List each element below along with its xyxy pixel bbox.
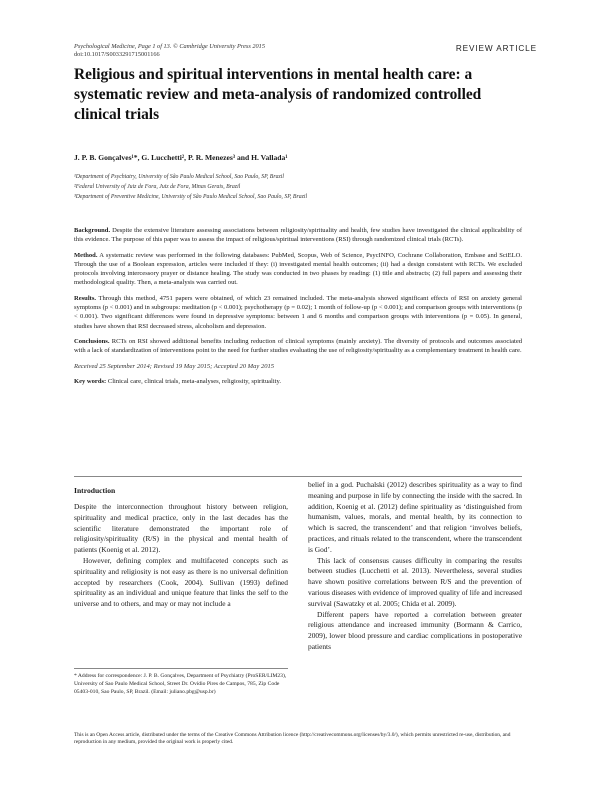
abstract (74, 226, 522, 392)
introduction-heading: Introduction (74, 486, 116, 495)
paragraph: Despite the interconnection throughout history between religion, spirituality and medical practice, only in the last decades has the scientific literature demonstrated the important role of religiosity/spirituality (R/S) in the physical and mental health of patients (Koenig et al. 2012). (74, 502, 288, 555)
abstract-background: Background. Despite the extensive literature assessing associations between religiosity/spirituality and health, few studies have investigated the clinical applicability of this evidence. The purpose of this paper was to assess the impact of religious/spiritual interventions (RSI) through randomized clinical trials (RCTs). (74, 227, 522, 244)
paragraph: belief in a god. Puchalski (2012) describes spirituality as a way to find meaning and purpose in life by connecting the inside with the sacred. In addition, Koenig et al. (2012) define spirituality as ‘distinguished from humanism, values, morals, and mental health, by its connection to which is sacred, the transcendent’ and that religion ‘involves beliefs, practices, and rituals related to the transcendent, where the transcendent is God’. (308, 480, 522, 554)
article-type: REVIEW ARTICLE (455, 44, 537, 53)
received-dates: Received 25 September 2014; Revised 19 May 2015; Accepted 20 May 2015 (74, 362, 275, 370)
paper-title: Religious and spiritual interventions in mental health care: a systematic review and meta-analysis of randomized controlled clinical trials (74, 66, 482, 123)
body-column-left (74, 502, 288, 610)
paragraph: This lack of consensus causes difficulty in comparing the results between studies (Lucchetti et al. 2013). Nevertheless, several studies have shown positive correlations between R/S and the prevention of various diseases with evidence of improved quality of life and increased survival (Sawatzky et al. 2005; Chida et al. 2009). (308, 555, 522, 608)
abstract-results: Results. Through this method, 4751 papers were obtained, of which 23 remained included. The meta-analysis showed significant effects of RSI on anxiety general symptoms (p < 0.001) and in subgroups: meditation (p < 0.001); psychotherapy (p = 0.02); 1 month of follow-up (p < 0.001); and comparison groups with interventions (p < 0.001). Two significant differences were found in depressive symptoms: between 1 and 6 months and comparison groups with interventions (p = 0.05). In general, studies have shown that RSI decreased stress, alcoholism and depression. (74, 294, 522, 330)
author-list: J. P. B. Gonçalves¹*, G. Lucchetti², P. R. Menezes³ and H. Vallada¹ (74, 153, 288, 162)
section-divider (74, 476, 522, 477)
paragraph: Different papers have reported a correlation between greater religious attendance and increased immunity (Bormann & Carrico, 2009), lower blood pressure and cardiac complications in postoperative patients (308, 609, 522, 651)
running-header (74, 43, 265, 59)
affiliation-3: ³Department of Preventive Medicine, University of São Paulo Medical School, Sao Paulo, SP, Brazil (74, 194, 308, 200)
affiliation-2: ²Federal University of Juiz de Fora, Juiz de Fora, Minas Gerais, Brazil (74, 184, 241, 190)
footnote-divider (74, 668, 288, 669)
affiliation-1: ¹Department of Psychiatry, University of São Paulo Medical School, Sao Paulo, SP, Brazil (74, 174, 284, 180)
paragraph: However, defining complex and multifaceted concepts such as spirituality and religiosity is not easy as there is no universal definition accepted by researchers (Cook, 2004). Sullivan (1993) defined spirituality as an individual and unique feature that links the self to the universe and to others, and may or may not include a (74, 555, 288, 609)
open-access-notice: This is an Open Access article, distributed under the terms of the Creative Commons Attribution licence (http://creativecommons.org/licenses/by/3.0/), which permits unrestricted re-use, distribution, and reproduction in any medium, provided the original work is properly cited. (74, 732, 511, 746)
abstract-method: Method. A systematic review was performed in the following databases: PubMed, Scopus, Web of Science, PsycINFO, Cochrane Collaboration, Embase and SciELO. Through the use of a Boolean expression, articles were included if they: (i) investigated mental health outcomes; (ii) had a design consistent with RCTs. We excluded protocols involving intercessory prayer or distance healing. The study was conducted in two phases by reading: (1) title and abstracts; (2) full papers and assessing their methodological quality. Then, a meta-analysis was carried out. (74, 251, 522, 287)
doi: doi:10.1017/S0033291715001166 (74, 51, 160, 58)
body-column-right (308, 480, 522, 653)
abstract-conclusions: Conclusions. RCTs on RSI showed additional benefits including reduction of clinical symptoms (mainly anxiety). The diversity of protocols and outcomes associated with a lack of standardization of interventions point to the need for further studies evaluating the use of religiosity/spirituality as a complementary treatment in health care. (74, 337, 522, 355)
keywords: Key words: Clinical care, clinical trials, meta-analyses, religiosity, spirituality. (74, 377, 281, 385)
journal-citation: Psychological Medicine, Page 1 of 13. © Cambridge University Press 2015 (74, 43, 265, 50)
correspondence-footnote: * Address for correspondence: J. P. B. Gonçalves, Department of Psychiatry (ProSER/LIM23), University of Sao Paulo Medical School, Street Dr. Ovídio Pires de Campos, 785, Zip Code 05403-010, Sao Paulo, SP, Brazil. (Email: juliano.pbg@usp.br) (74, 673, 287, 696)
affiliations (74, 172, 307, 202)
